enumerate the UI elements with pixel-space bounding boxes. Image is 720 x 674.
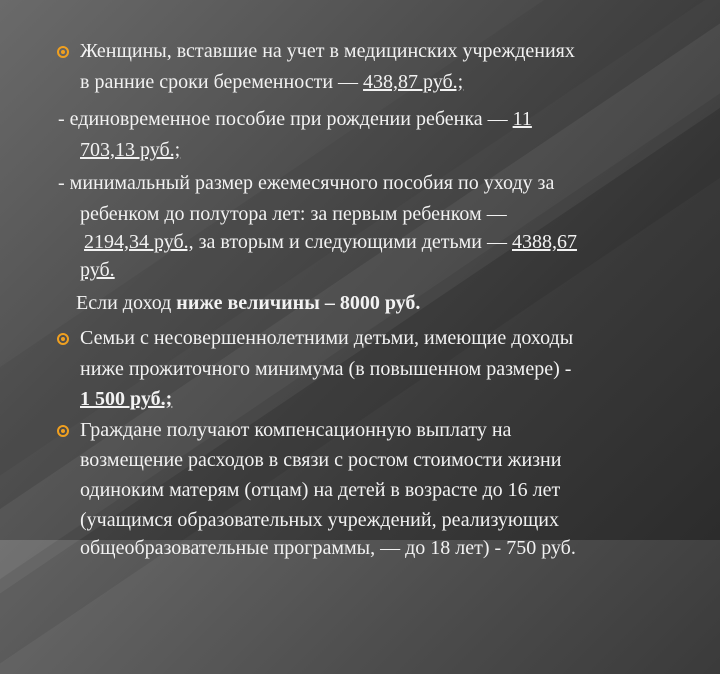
amount: 438,87 руб.;: [363, 71, 464, 93]
text: Если доход: [76, 292, 177, 314]
dash-item-lump-sum-line2: [80, 139, 180, 163]
dash-item-monthly-line1: - минимальный размер ежемесячного пособия по уходу за: [58, 172, 555, 194]
amount: 4388,67: [511, 231, 577, 253]
paragraph-citizens-line1: Граждане получают компенсационную выплату на: [80, 419, 512, 441]
paragraph-families-line1: Семьи с несовершеннолетними детьми, имеющие доходы: [80, 327, 574, 349]
paragraph-families-line3: [80, 388, 172, 412]
paragraph-citizens-line4: (учащимся образовательных учреждений, реализующих: [80, 509, 559, 531]
paragraph-citizens-line3: одиноким матерям (отцам) на детей в возрасте до 16 лет: [80, 479, 561, 501]
bullet-icon: [57, 425, 69, 437]
paragraph-women-line2: [80, 71, 463, 95]
bullet-icon: [57, 333, 69, 345]
paragraph-citizens-line2: возмещение расходов в связи с ростом стоимости жизни: [80, 449, 562, 471]
dash-item-monthly-line2: ребенком до полутора лет: за первым ребенком —: [80, 203, 507, 225]
text: за вторым и следующими детьми —: [193, 231, 512, 253]
amount: руб.: [80, 259, 115, 281]
paragraph-women-line1: Женщины, вставшие на учет в медицинских учреждениях: [80, 40, 575, 62]
dash-item-monthly-line3: [84, 231, 577, 255]
amount: 1 500 руб.;: [80, 388, 173, 410]
amount: 11: [512, 108, 532, 130]
dash-item-lump-sum-line1: [58, 108, 532, 132]
amount: 703,13 руб.;: [80, 139, 181, 161]
bullet-icon: [57, 46, 69, 58]
text: - единовременное пособие при рождении ребенка —: [58, 108, 513, 130]
paragraph-citizens-line5: общеобразовательные программы, — до 18 лет) - 750 руб.: [80, 537, 576, 559]
text: в ранние сроки беременности —: [80, 71, 364, 93]
income-threshold-line: [76, 292, 420, 316]
paragraph-families-line2: ниже прожиточного минимума (в повышенном размере) -: [80, 358, 572, 380]
amount: 2194,34 руб.,: [84, 231, 194, 253]
threshold-bold: ниже величины – 8000 руб.: [176, 292, 421, 314]
dash-item-monthly-line4: [80, 259, 115, 283]
